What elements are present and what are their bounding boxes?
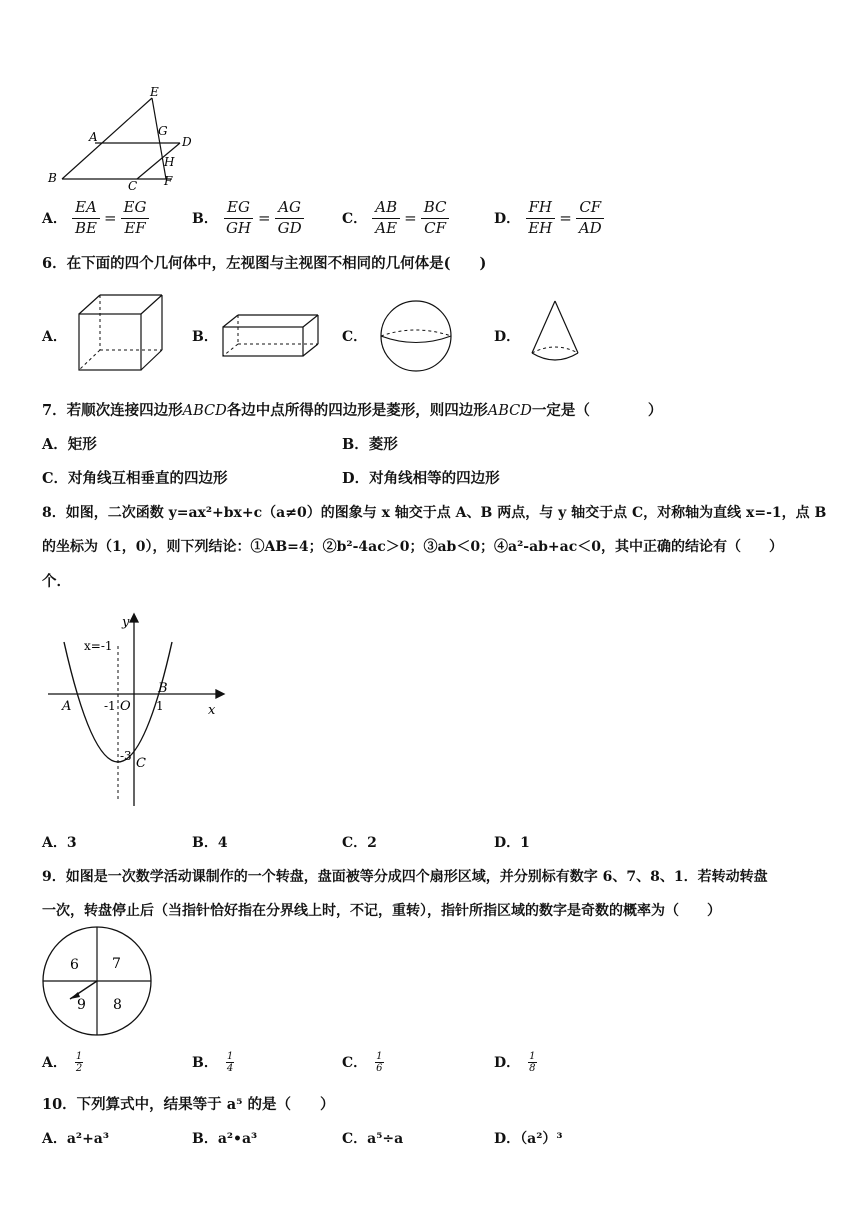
sphere-figure: [377, 297, 455, 375]
q9-option-a[interactable]: A． $\frac{1}{2}$: [42, 1051, 83, 1074]
q6-option-c-label[interactable]: C．: [342, 329, 368, 345]
q6-option-a-label[interactable]: A．: [42, 329, 67, 345]
q5-option-a[interactable]: A． $\frac{EA}{BE}$ = $\frac{EG}{EF}$: [42, 200, 149, 237]
symmetry-axis-label: x=-1: [84, 639, 113, 653]
q8-option-a[interactable]: A．3: [42, 835, 77, 851]
q8-parabola-graph: [40, 610, 230, 810]
label-F: F: [164, 174, 173, 188]
spinner-number-9: 9: [77, 997, 86, 1013]
q8-stem-line1: 8．如图，二次函数 y=ax²+bx+c（a≠0）的图象与 x 轴交于点 A、B 两点，与 y 轴交于点 C，对称轴为直线 x=-1，点 B: [42, 505, 827, 521]
spinner-number-8: 8: [113, 997, 122, 1013]
q9-option-b[interactable]: B． $\frac{1}{4}$: [192, 1051, 234, 1074]
point-C-label: C: [136, 756, 146, 771]
cube-figure: [76, 292, 166, 374]
q10-option-a[interactable]: A．a²+a³: [42, 1131, 109, 1147]
label-G: G: [158, 124, 168, 138]
q10-option-d[interactable]: D．（a²）³: [494, 1131, 563, 1147]
q8-option-d[interactable]: D．1: [494, 835, 530, 851]
point-B-label: B: [158, 681, 168, 696]
spinner-number-7: 7: [112, 956, 121, 972]
origin-label: O: [120, 699, 131, 714]
q10-stem: 10．下列算式中，结果等于 a⁵ 的是（ ）: [42, 1096, 335, 1113]
spinner-number-6: 6: [70, 957, 79, 973]
q6-option-d-label[interactable]: D．: [494, 329, 521, 345]
cuboid-figure: [220, 312, 322, 360]
cone-figure: [525, 297, 585, 369]
q9-option-d[interactable]: D． $\frac{1}{8}$: [494, 1051, 536, 1074]
q7-option-d[interactable]: D．对角线相等的四边形: [342, 470, 500, 487]
q7-option-b[interactable]: B．菱形: [342, 436, 398, 453]
label-C: C: [128, 179, 138, 192]
q8-option-b[interactable]: B．4: [192, 835, 228, 851]
point-A-label: A: [62, 699, 72, 714]
q10-option-b[interactable]: B．a²•a³: [192, 1131, 258, 1147]
q8-stem-line3: 个．: [42, 573, 71, 590]
label-A: A: [89, 130, 98, 144]
q6-option-b-label[interactable]: B．: [192, 329, 218, 345]
tick-neg3: -3: [120, 749, 132, 763]
label-D: D: [182, 135, 192, 149]
q7-option-a[interactable]: A．矩形: [42, 436, 97, 453]
q5-option-b[interactable]: B． $\frac{EG}{GH}$ = $\frac{AG}{GD}$: [192, 200, 305, 237]
label-H: H: [164, 155, 175, 169]
q5-figure: [40, 82, 200, 192]
q6-stem: 6．在下面的四个几何体中，左视图与主视图不相同的几何体是( ): [42, 255, 487, 272]
q5-option-d[interactable]: D． $\frac{FH}{EH}$ = $\frac{CF}{AD}$: [494, 200, 605, 237]
x-axis-label: x: [208, 703, 216, 718]
q5-option-c[interactable]: C． $\frac{AB}{AE}$ = $\frac{BC}{CF}$: [342, 200, 449, 237]
q9-stem-line2: 一次，转盘停止后（当指针恰好指在分界线上时，不记，重转），指针所指区域的数字是奇数的概率为（ ）: [42, 903, 721, 919]
y-axis-label: y: [122, 615, 130, 630]
q8-option-c[interactable]: C．2: [342, 835, 377, 851]
spinner-figure: [40, 924, 156, 1038]
label-E: E: [150, 85, 159, 99]
q9-option-c[interactable]: C． $\frac{1}{6}$: [342, 1051, 383, 1074]
q9-stem-line1: 9．如图是一次数学活动课制作的一个转盘，盘面被等分成四个扇形区域，并分别标有数字 6、7、8、1．若转动转盘: [42, 869, 768, 885]
q8-stem-line2: 的坐标为（1，0），则下列结论：①AB=4；②b²-4ac＞0；③ab＜0；④a²-ab+ac＜0，其中正确的结论有（ ）: [42, 539, 783, 555]
q7-stem: 7．若顺次连接四边形ABCD各边中点所得的四边形是菱形，则四边形ABCD一定是（ ）: [42, 402, 663, 419]
label-B: B: [48, 171, 57, 185]
tick-neg1: -1: [104, 699, 116, 713]
q10-option-c[interactable]: C．a⁵÷a: [342, 1131, 404, 1147]
q7-option-c[interactable]: C．对角线互相垂直的四边形: [42, 470, 228, 487]
tick-1: 1: [156, 699, 164, 713]
